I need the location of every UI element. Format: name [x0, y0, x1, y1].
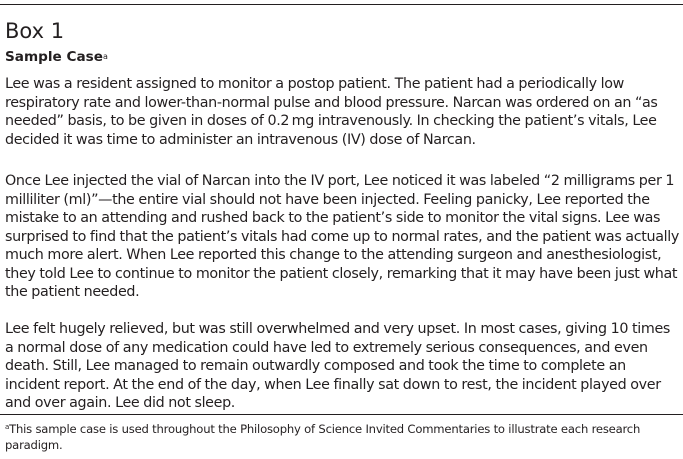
- footnote-marker: a: [5, 423, 10, 431]
- case-paragraph-2: Once Lee injected the vial of Narcan into the IV port, Lee noticed it was labeled “2 milligrams per 1 milliliter (ml)”—the entire vial should not have been injected. Feeling panicky, Lee reported the mistake to an attending and rushed back to the patient’s side to monitor the vital signs. Lee was surprised to find that the patient’s vitals had come up to normal rates, and the patient was actually much more alert. When Lee reported this change to the attending surgeon and anesthesiologist, they told Lee to continue to monitor the patient closely, remarking that it may have been just what the patient needed.: [5, 173, 679, 300]
- box-subtitle-text: Sample Case: [5, 49, 103, 65]
- footnote-rule: [0, 414, 683, 415]
- box-title: Box 1: [5, 19, 65, 43]
- top-rule: [0, 4, 683, 5]
- footnote-text: This sample case is used throughout the Philosophy of Science Invited Commentaries to illustrate each research paradigm.: [5, 422, 641, 452]
- box-subtitle: [5, 48, 108, 66]
- footnote: [5, 421, 680, 453]
- footnote-reference-marker: a: [102, 52, 108, 61]
- case-paragraph-1: Lee was a resident assigned to monitor a postop patient. The patient had a periodically low respiratory rate and lower-than-normal pulse and blood pressure. Narcan was ordered on an “as needed” basis, to be given in doses of 0.2 mg intravenously. In checking the patient’s vitals, Lee decided it was time to administer an intravenous (IV) dose of Narcan.: [5, 76, 658, 148]
- case-paragraph-3: Lee felt hugely relieved, but was still overwhelmed and very upset. In most cases, giving 10 times a normal dose of any medication could have led to extremely serious consequences, and even death. Still, Lee managed to remain outwardly composed and took the time to complete an incident report. At the end of the day, when Lee finally sat down to rest, the incident played over and over again. Lee did not sleep.: [5, 321, 670, 411]
